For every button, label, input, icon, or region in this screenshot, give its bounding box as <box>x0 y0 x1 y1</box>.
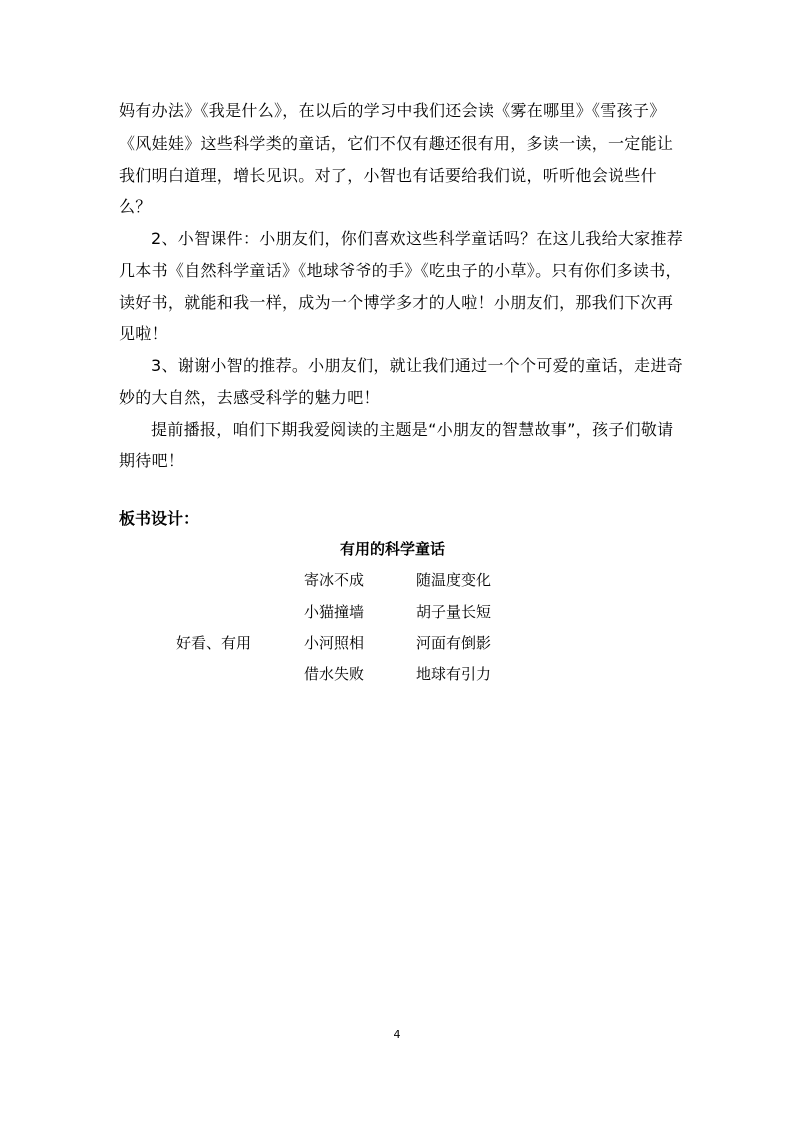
paragraph-line: 读好书，就能和我一样，成为一个博学多才的人啦！小朋友们，那我们下次再 <box>119 293 674 312</box>
paragraph-line: 妙的大自然，去感受科学的魅力吧！ <box>119 388 380 407</box>
board-story-item: 小猫撞墙 <box>304 603 365 621</box>
paragraph-line: 提前播报，咱们下期我爱阅读的主题是“小朋友的智慧故事”，孩子们敬请 <box>151 420 674 439</box>
board-title: 有用的科学童话 <box>340 540 446 558</box>
board-story-item: 小河照相 <box>304 634 365 652</box>
paragraph-line: 见啦！ <box>119 324 168 343</box>
paragraph-line: 期待吧！ <box>119 451 185 470</box>
board-story-item: 寄冰不成 <box>304 571 365 589</box>
page-number: 4 <box>393 1028 401 1041</box>
paragraph-line: 么？ <box>119 197 152 216</box>
board-design-heading: 板书设计： <box>119 509 200 528</box>
board-fact-item: 地球有引力 <box>416 665 492 683</box>
board-fact-item: 河面有倒影 <box>416 634 492 652</box>
board-left-label: 好看、有用 <box>176 634 252 652</box>
board-fact-item: 胡子量长短 <box>416 603 492 621</box>
paragraph-line: 3、谢谢小智的推荐。小朋友们，就让我们通过一个个可爱的童话，走进奇 <box>151 356 684 375</box>
board-fact-item: 随温度变化 <box>416 571 492 589</box>
paragraph-line: 妈有办法》《我是什么》，在以后的学习中我们还会读《雾在哪里》《雪孩子》 <box>119 101 666 120</box>
paragraph-line: 《风娃娃》这些科学类的童话，它们不仅有趣还很有用，多读一读，一定能让 <box>119 134 674 153</box>
paragraph-line: 几本书《自然科学童话》《地球爷爷的手》《吃虫子的小草》。只有你们多读书， <box>119 261 682 280</box>
board-story-item: 借水失败 <box>304 665 365 683</box>
paragraph-line: 2、小智课件：小朋友们，你们喜欢这些科学童话吗？在这儿我给大家推荐 <box>151 229 684 248</box>
paragraph-line: 我们明白道理，增长见识。对了，小智也有话要给我们说，听听他会说些什 <box>119 166 657 185</box>
